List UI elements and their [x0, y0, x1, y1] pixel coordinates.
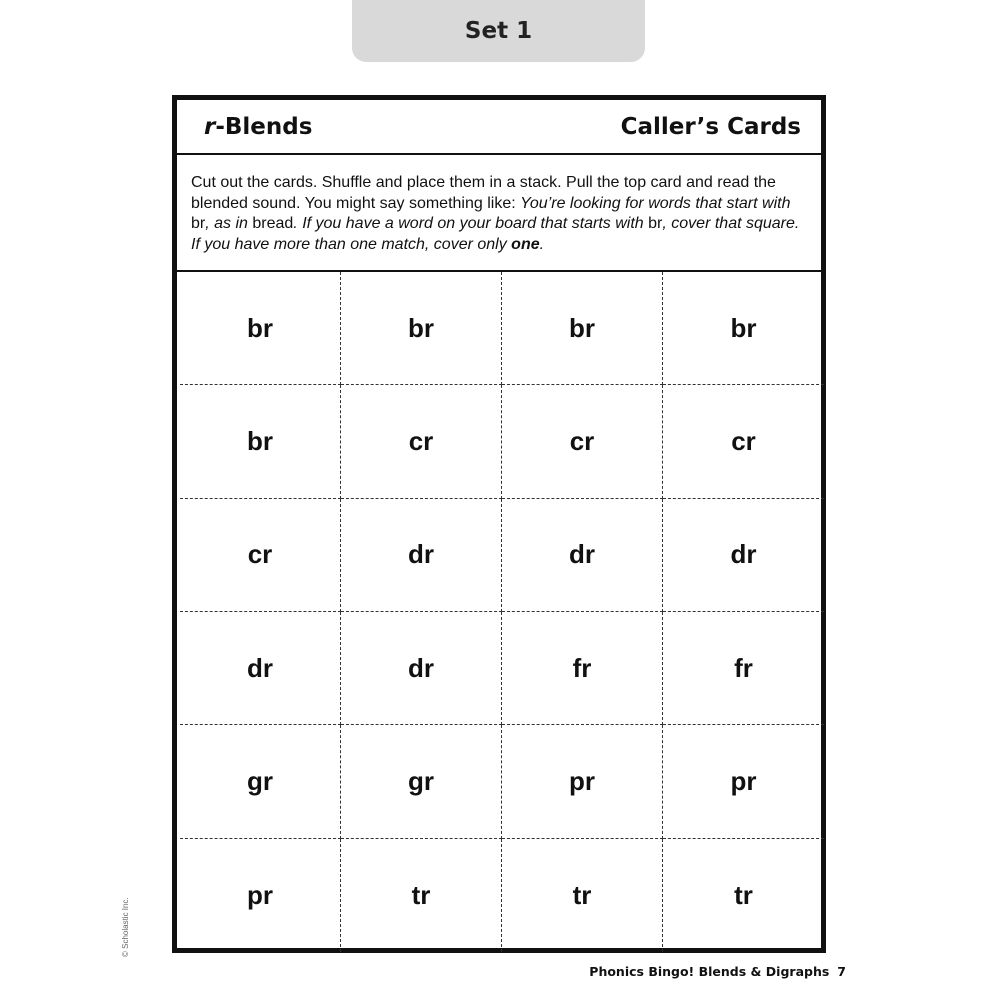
- instructions-example: You’re looking for words that start with: [520, 194, 791, 212]
- card: gr: [180, 725, 341, 838]
- copyright-notice: © Scholastic Inc.: [121, 897, 130, 957]
- instructions-blend-2: br: [648, 215, 663, 232]
- card: cr: [663, 385, 824, 498]
- card: dr: [180, 612, 341, 725]
- instructions-blend: br: [191, 215, 206, 232]
- callers-cards-title: Caller’s Cards: [620, 113, 801, 140]
- card: cr: [502, 385, 663, 498]
- page-footer: [589, 964, 846, 979]
- card: tr: [341, 839, 502, 952]
- title-letter: r: [204, 113, 216, 140]
- set-tab: [352, 0, 645, 62]
- card: cr: [341, 385, 502, 498]
- instructions-one: one: [511, 235, 540, 253]
- sheet-header: [177, 100, 821, 155]
- title-rest: -Blends: [215, 113, 313, 140]
- instructions-word: bread: [252, 215, 294, 232]
- instructions-cover: . If you have a word on your board that starts with: [293, 215, 649, 232]
- card: dr: [663, 499, 824, 612]
- card: tr: [734, 879, 753, 910]
- card: br: [180, 272, 341, 385]
- card: gr: [341, 725, 502, 838]
- book-title: Phonics Bingo! Blends & Digraphs: [589, 964, 830, 979]
- set-label: Set 1: [464, 18, 533, 44]
- card: dr: [341, 612, 502, 725]
- card: fr: [502, 612, 663, 725]
- card: br: [502, 272, 663, 385]
- card: br: [663, 272, 824, 385]
- card: br: [180, 385, 341, 498]
- page-number: 7: [837, 964, 846, 979]
- card: cr: [180, 499, 341, 612]
- instructions-cover-rest: , cover that square. If you have more than one match, cover only: [191, 215, 800, 253]
- instructions-end: .: [539, 235, 545, 253]
- card: br: [341, 272, 502, 385]
- card-grid: [180, 272, 824, 952]
- card: pr: [502, 725, 663, 838]
- card: pr: [663, 725, 824, 838]
- callers-cards-sheet: [172, 95, 826, 953]
- card: dr: [341, 499, 502, 612]
- card: tr: [502, 839, 663, 952]
- card: dr: [502, 499, 663, 612]
- card: fr: [663, 612, 824, 725]
- instructions: [177, 155, 821, 272]
- sheet-title: [204, 114, 312, 140]
- card: pr: [180, 839, 341, 952]
- instructions-as-in: , as in: [205, 215, 253, 232]
- instructions-text: Cut out the cards. Shuffle and place them in a stack. Pull the top card and read the blended sound. You might say something like:: [191, 174, 776, 212]
